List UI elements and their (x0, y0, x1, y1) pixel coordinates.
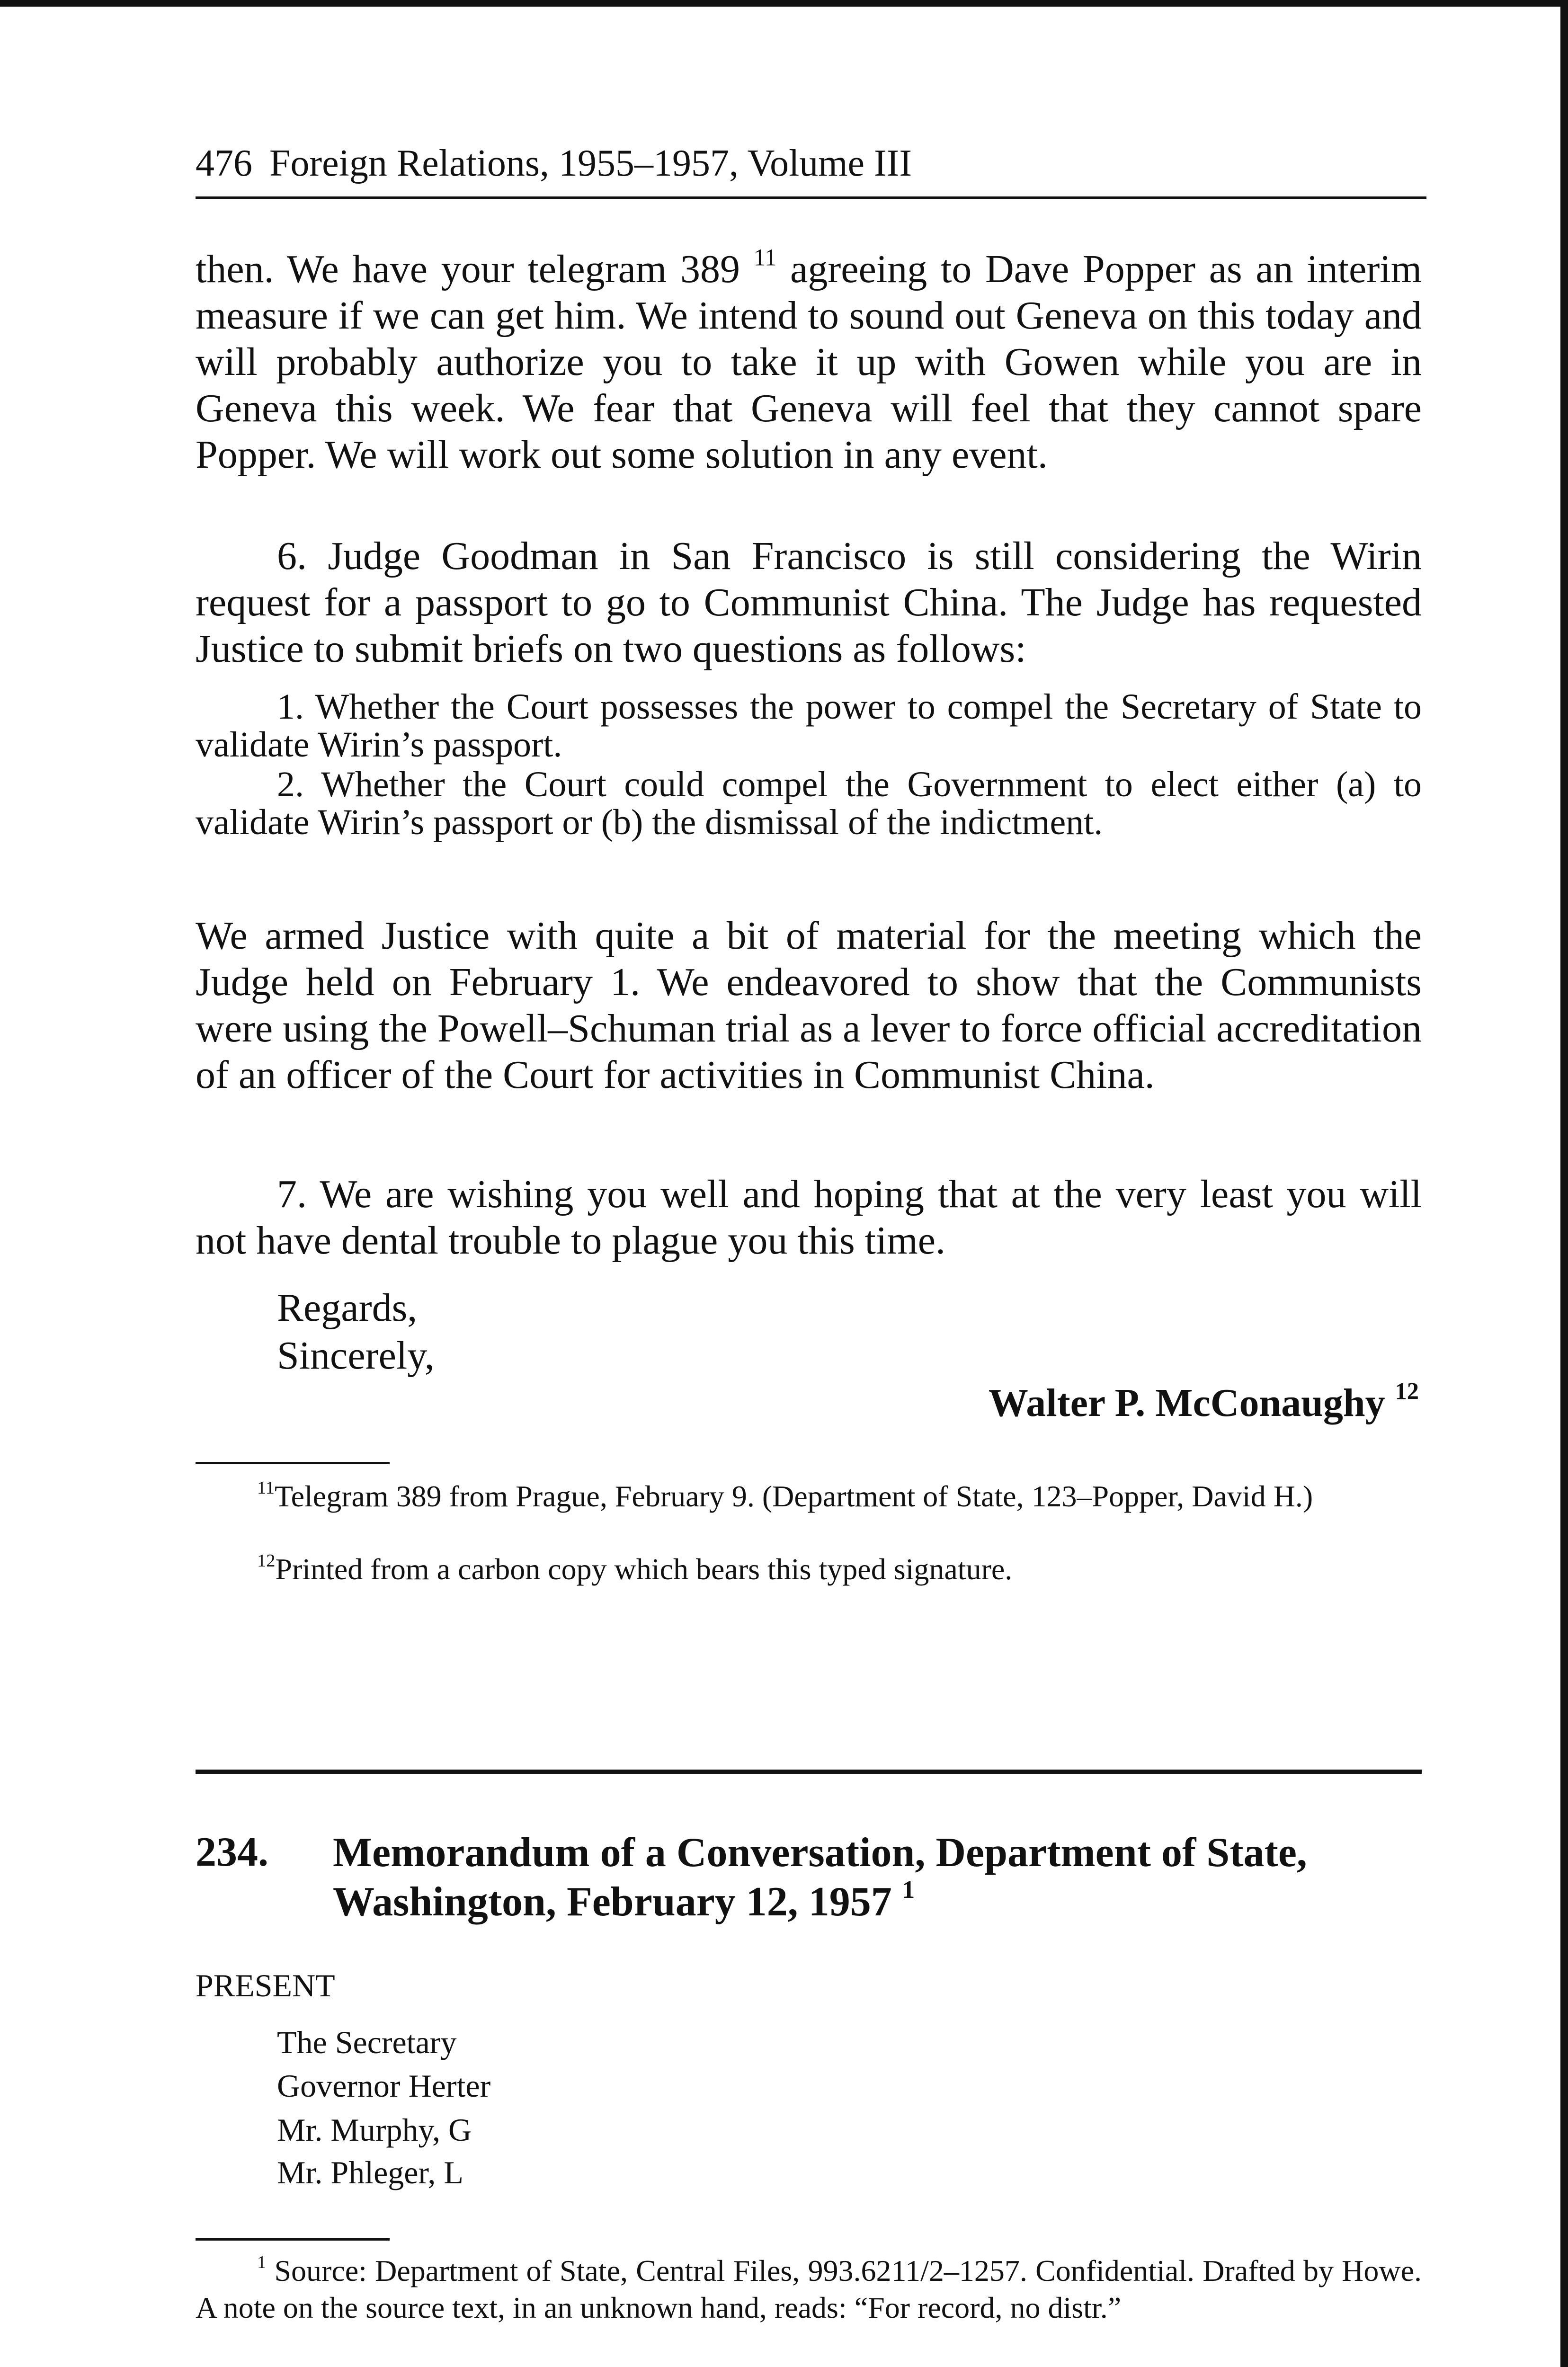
footnote-rule (196, 1462, 390, 1464)
running-header (196, 142, 1426, 185)
scan-border-right (1560, 0, 1568, 2367)
footnote-1: $^1$ Source: Department of State, Central Files, 993.6211/2–1257. Confidential. Drafted by Howe. A note on the source text, in an unknown hand, reads: “For record, no distr.” (196, 2252, 1422, 2324)
document-title: Memorandum of a Conversation, Department of State, Washington, February 12, 1957 $^1$ (333, 1830, 1307, 1925)
paragraph-justice: We armed Justice with quite a bit of material for the meeting which the Judge held on February 1. We endeavored to show that the Communists were using the Powell–Schuman trial as a lever to force official accreditation of an officer of the Court for activities in Communist China. (196, 914, 1422, 1097)
scan-border-top (0, 0, 1568, 7)
header-rule (196, 196, 1426, 199)
paragraph-6: 6. Judge Goodman in San Francisco is still considering the Wirin request for a passport to go to Communist China. The Judge has requested Justice to submit briefs on two questions as follows: (196, 534, 1422, 671)
closing-regards: Regards, (277, 1286, 418, 1330)
attendee: Mr. Murphy, G (277, 2112, 472, 2148)
footnote-ref-11[interactable]: 11 (753, 244, 777, 271)
footnote-ref-1[interactable]: 1 (902, 1876, 915, 1904)
attendee: Mr. Phleger, L (277, 2154, 463, 2190)
footnote-ref-12[interactable]: 12 (1395, 1378, 1419, 1405)
paragraph-intro: then. We have your telegram 389 $^{11}$ agreeing to Dave Popper as an interim measure if we can get him. We intend to sound out Geneva on this today and will probably authorize you to take it up with Gowen while you are in Geneva this week. We fear that Geneva will feel that they cannot spare Popper. We will work out some solution in any event. (196, 244, 1422, 477)
footnote-12: $^{12}$Printed from a carbon copy which bears this typed signature. (257, 1551, 1013, 1586)
footnote-11: $^{11}$Telegram 389 from Prague, February 9. (Department of State, 123–Popper, David H.) (257, 1478, 1313, 1513)
closing-sincerely: Sincerely, (277, 1334, 435, 1378)
signature: Walter P. McConaughy $^{12}$ (988, 1378, 1419, 1425)
attendee: The Secretary (277, 2024, 457, 2060)
document-number: 234. (196, 1829, 268, 1875)
footnote-rule (196, 2238, 390, 2241)
section-divider (196, 1770, 1422, 1774)
question-2: 2. Whether the Court could compel the Government to elect either (a) to validate Wirin’s passport or (b) the dismissal of the indictment. (196, 765, 1422, 842)
paragraph-7: 7. We are wishing you well and hoping that at the very least you will not have dental trouble to plague you this time. (196, 1172, 1422, 1263)
running-title: Foreign Relations, 1955–1957, Volume III (269, 142, 912, 184)
attendee: Governor Herter (277, 2068, 491, 2104)
page-number: 476 (196, 142, 252, 184)
question-1: 1. Whether the Court possesses the power to compel the Secretary of State to validate Wirin’s passport. (196, 687, 1422, 765)
present-label: PRESENT (196, 1967, 335, 2003)
